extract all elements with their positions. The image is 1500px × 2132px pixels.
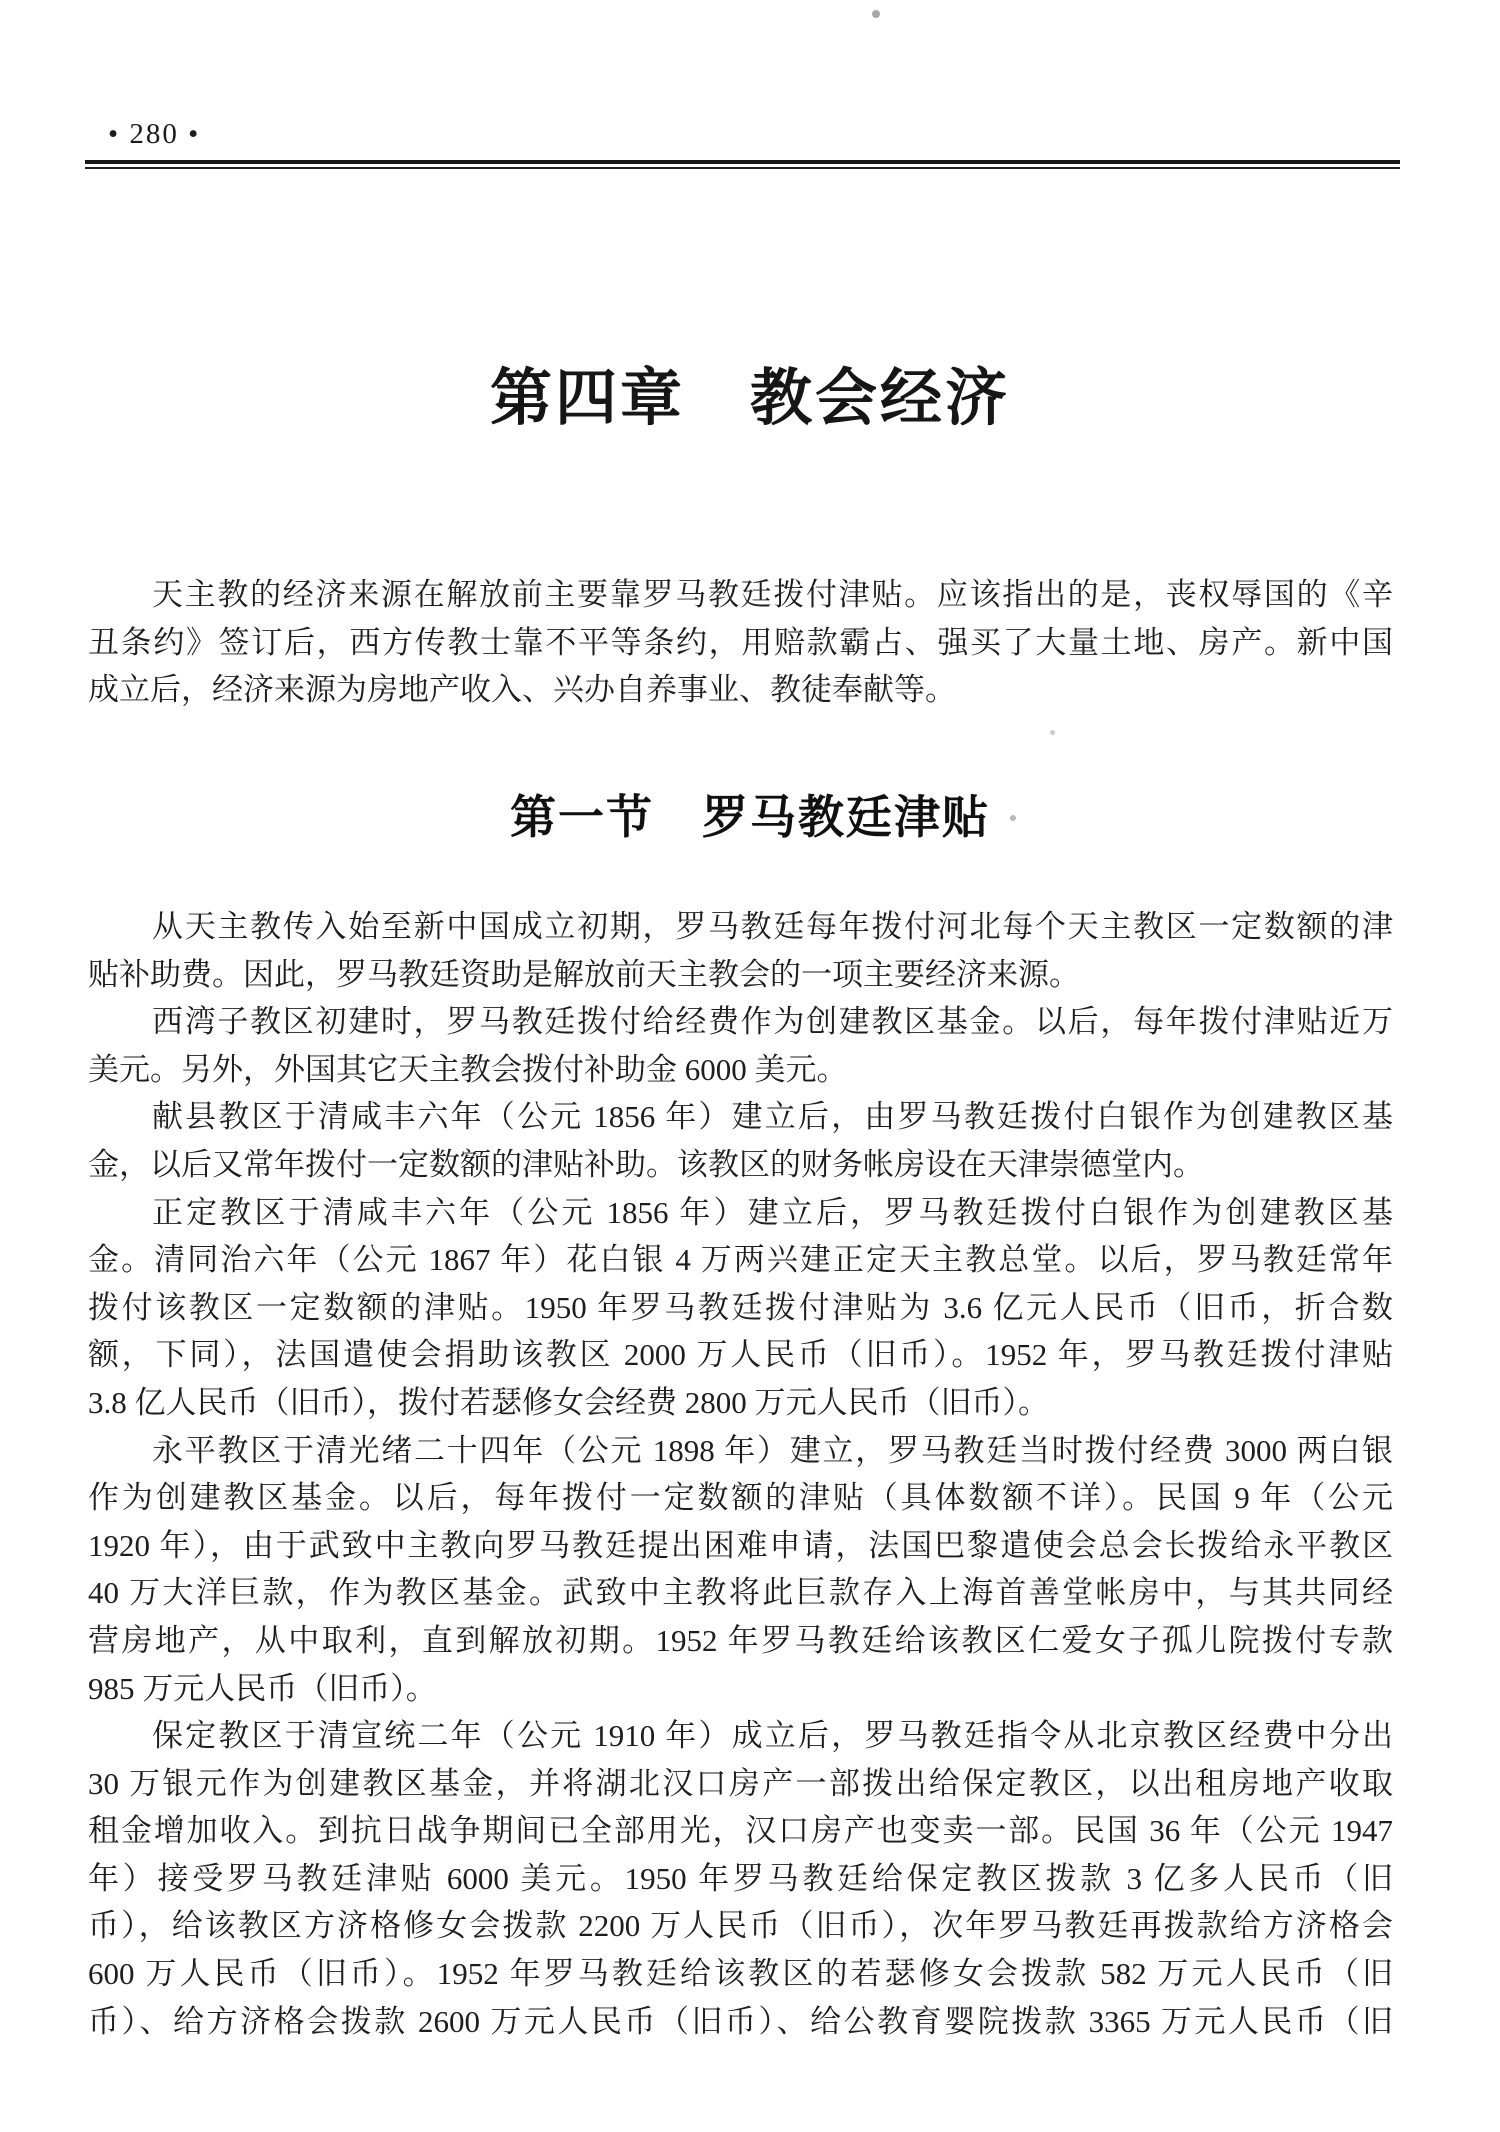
text-line: 正定教区于清咸丰六年（公元 1856 年）建立后，罗马教廷拨付白银作为创建教区基 (152, 1194, 1393, 1230)
text-line: 营房地产，从中取利，直到解放初期。1952 年罗马教廷给该教区仁爱女子孤儿院拨付专款 (88, 1622, 1393, 1658)
section-title-row (0, 789, 1500, 845)
page-number: • 280 • (108, 118, 201, 150)
chapter-title: 第四章 教会经济 (489, 365, 1010, 433)
body-paragraphs (88, 903, 1393, 2045)
text-line: 成立后，经济来源为房地产收入、兴办自养事业、教徒奉献等。 (88, 672, 956, 708)
text-line: 额，下同），法国遣使会捐助该教区 2000 万人民币（旧币）。1952 年，罗马教廷拨付津贴 (88, 1337, 1393, 1373)
paragraph (88, 1189, 1393, 1427)
text-line: 贴补助费。因此，罗马教廷资助是解放前天主教会的一项主要经济来源。 (88, 956, 1080, 992)
text-line: 40 万大洋巨款，作为教区基金。武致中主教将此巨款存入上海首善堂帐房中，与其共同经 (88, 1575, 1393, 1611)
intro-paragraph (88, 571, 1393, 714)
text-line: 600 万人民币（旧币）。1952 年罗马教廷给该教区的若瑟修女会拨款 582 万元人民币（旧 (88, 1956, 1393, 1992)
text-line: 年）接受罗马教廷津贴 6000 美元。1950 年罗马教廷给保定教区拨款 3 亿多人民币（旧 (88, 1860, 1393, 1896)
text-line: 从天主教传入始至新中国成立初期，罗马教廷每年拨付河北每个天主教区一定数额的津 (152, 909, 1393, 944)
text-line: 金，以后又常年拨付一定数额的津贴补助。该教区的财务帐房设在天津崇德堂内。 (88, 1146, 1204, 1182)
text-line: 天主教的经济来源在解放前主要靠罗马教廷拨付津贴。应该指出的是，丧权辱国的《辛 (152, 577, 1393, 612)
text-line: 30 万银元作为创建教区基金，并将湖北汉口房产一部拨出给保定教区，以出租房地产收取 (88, 1765, 1393, 1801)
text-line: 永平教区于清光绪二十四年（公元 1898 年）建立，罗马教廷当时拨付经费 3000 两白银 (152, 1432, 1393, 1468)
text-line: 保定教区于清宣统二年（公元 1910 年）成立后，罗马教廷指令从北京教区经费中分出 (152, 1718, 1393, 1754)
section-title: 第一节 罗马教廷津贴 (510, 791, 990, 843)
text-line: 西湾子教区初建时，罗马教廷拨付给经费作为创建教区基金。以后，每年拨付津贴近万 (152, 1004, 1393, 1040)
text-line: 3.8 亿人民币（旧币），拨付若瑟修女会经费 2800 万元人民币（旧币）。 (88, 1384, 1049, 1420)
text-line: 金。清同治六年（公元 1867 年）花白银 4 万两兴建正定天主教总堂。以后，罗马教廷常年 (88, 1242, 1393, 1278)
text-line: 租金增加收入。到抗日战争期间已全部用光，汉口房产也变卖一部。民国 36 年（公元 1947 (88, 1813, 1393, 1849)
text-line: 币）、给方济格会拨款 2600 万元人民币（旧币）、给公教育婴院拨款 3365 万元人民币（旧 (88, 2003, 1393, 2039)
text-line: 献县教区于清咸丰六年（公元 1856 年）建立后，由罗马教廷拨付白银作为创建教区基 (152, 1099, 1393, 1135)
text-line: 985 万元人民币（旧币）。 (88, 1670, 437, 1706)
text-line: 美元。另外，外国其它天主教会拨付补助金 6000 美元。 (88, 1051, 848, 1087)
paragraph (88, 1427, 1393, 1713)
scan-artifact-speck (872, 10, 880, 18)
text-line: 币），给该教区方济格修女会拨款 2200 万人民币（旧币），次年罗马教廷再拨款给方济格会 (88, 1908, 1393, 1944)
header-rule (85, 160, 1400, 169)
text-line: 丑条约》签订后，西方传教士靠不平等条约，用赔款霸占、强买了大量土地、房产。新中国 (88, 624, 1393, 660)
text-line: 1920 年），由于武致中主教向罗马教廷提出困难申请，法国巴黎遣使会总会长拨给永平教区 (88, 1527, 1393, 1563)
paragraph (88, 998, 1393, 1093)
text-line: 拨付该教区一定数额的津贴。1950 年罗马教廷拨付津贴为 3.6 亿元人民币（旧币，折合数 (88, 1289, 1393, 1325)
scan-artifact-speck (1050, 730, 1055, 735)
paragraph (88, 1712, 1393, 2045)
text-line: 作为创建教区基金。以后，每年拨付一定数额的津贴（具体数额不详）。民国 9 年（公元 (88, 1480, 1393, 1516)
paragraph (88, 1093, 1393, 1188)
paragraph (88, 903, 1393, 998)
